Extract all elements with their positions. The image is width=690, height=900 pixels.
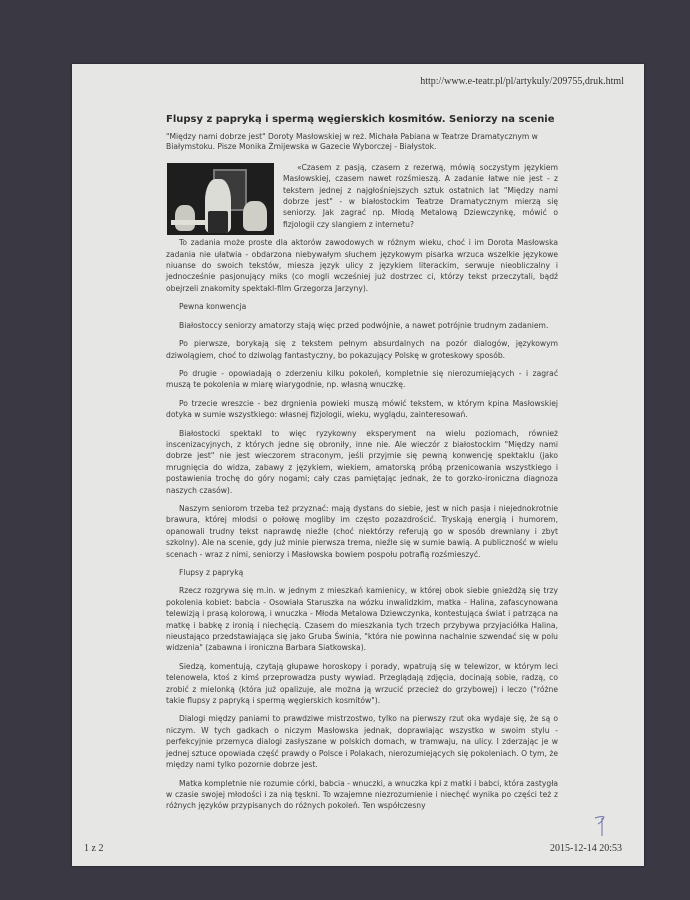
page-url: http://www.e-teatr.pl/pl/artykuly/209755,druk.html xyxy=(420,76,624,87)
paragraph: Białostocki spektakl to więc ryzykowny eksperyment na wielu poziomach, również inscenizacyjnych, z których jedne się obroniły, inne nie. Ale wieczór z białostockim "Między nami dobrze jest" nie jest wieczorem straconym, jeśli przyjmie się pewną konwencję spektaklu (jako mrugnięcia do widza, zabawy z językiem, wiekiem, amatorską próbą przenicowania wszystkiego i postawienia trochę do góry nogami; cały czas pamiętając jednak, że to gorzko-ironiczna diagnoza naszych czasów). xyxy=(166,428,558,495)
stage-photo xyxy=(167,163,274,235)
photo-figure-right xyxy=(243,201,267,231)
printed-page xyxy=(72,64,644,866)
article-lead: "Między nami dobrze jest" Doroty Masłowskiej w reż. Michała Pabiana w Teatrze Dramatycznym w Białymstoku. Pisze Monika Żmijewska w Gazecie Wyborczej - Białystok. xyxy=(166,132,538,152)
paragraph: Po trzecie wreszcie - bez drgnienia powieki muszą mówić tekstem, w którym kpina Masłowskiej dotyka w sumie wszystkiego: własnej fizjologii, wieku, wyglądu, zainteresowań. xyxy=(166,398,558,420)
paragraph-intro: «Czasem z pasją, czasem z rezerwą, mówią soczystym językiem Masłowskiej, czasem nawet rozśmieszą. A zadanie łatwe nie jest - z tekstem jednej z najgłośniejszych sztuk ostatnich lat "Między nami dobrze jest" - w białostockim Teatrze Dramatycznym mierzą się seniorzy. Jak zagrać np. Młodą Metalową Dziewczynkę, mówić o fizjologii czy slangiem z internetu? xyxy=(283,162,558,229)
paragraph: Białostoccy seniorzy amatorzy stają więc przed podwójnie, a nawet potrójnie trudnym zadaniem. xyxy=(179,320,549,330)
paragraph: Dialogi między paniami to prawdziwe mistrzostwo, tylko na pierwszy rzut oka wydaje się, że są o niczym. W tych gadkach o niczym Masłowska jednak, doprawiając wszystko w swoim stylu - perfekcyjnie przemyca dialogi zasłyszane w polskich domach, w tramwaju, na ulicy. I zderzając je w jednej sztuce opowiada część prawdy o Polsce i Polakach, nierozumiejących się pokoleniach. O tym, że między nami tylko pozornie dobrze jest. xyxy=(166,714,558,770)
paragraph: Siedzą, komentują, czytają głupawe horoskopy i porady, wpatrują się w telewizor, w którym leci telenowela, ktoś z kimś przeprowadza pusty wywiad. Przeglądają zdjęcia, docinają sobie, radzą, co zrobić z mielonką (która już opalizuje, ale można ją wrzucić przecież do grzybowej) i leczo ("różne takie flupsy z papryką i spermą węgierskich kosmitów"). xyxy=(166,661,558,706)
page-number: 1 z 2 xyxy=(84,843,104,854)
subheading-pewna-konwencja: Pewna konwencja xyxy=(179,302,247,312)
paragraph: Po pierwsze, borykają się z tekstem pełnym absurdalnych na pozór dialogów, językowym dziwolągiem, choć to dziwoląg fantastyczny, bo pokazujący Polskę w groteskowy sposób. xyxy=(166,339,558,360)
photo-figure-left xyxy=(175,205,195,231)
article xyxy=(166,113,558,819)
paragraph: To zadania może proste dla aktorów zawodowych w różnym wieku, choć i im Dorota Masłowska zadania nie ułatwia - obdarzona niebywałym słuchem językowym pisarka wrzuca wszelkie językowe niuanse do swoich tekstów, miesza język ulicy z językiem literackim, serwuje nieobliczalny i jednocześnie pasjonujący miks (co mogli wcześniej już dostrzec ci, którzy tekst przeczytali, bądź obejrzeli znakomity spektakl-film Grzegorza Jarzyny). xyxy=(166,238,558,293)
paragraph: Rzecz rozgrywa się m.in. w jednym z mieszkań kamienicy, w której obok siebie gnieżdżą się trzy pokolenia kobiet: babcia - Osowiała Staruszka na wózku inwalidzkim, matka - Halina, zafascynowana telewizją i prasą kolorową, i wnuczka - Młoda Metalowa Dziewczynka, kontestująca świat i patrząca na matkę i babkę z ironią i niechęcią. Czasem do mieszkania tych trzech przybywa przyjaciółka Halina, nieustająco przedstawiająca się jako Gruba Świnia, "która nie powinna nachalnie szwendać się w polu widzenia" (zabawna i ironiczna Barbara Siatkowska). xyxy=(166,586,558,653)
photo-table xyxy=(171,220,207,225)
paragraph: Matka kompletnie nie rozumie córki, babcia - wnuczki, a wnuczka kpi z matki i babci, która zastygła w czasie swojej młodości i za nią tęskni. To wzajemne niezrozumienie i niechęć wynika po części też z różnych języków przypisanych do różnych pokoleń. Ten współczesny xyxy=(166,778,559,811)
print-datetime: 2015-12-14 20:53 xyxy=(550,843,622,854)
handwritten-page-mark xyxy=(592,814,608,838)
paragraph: Naszym seniorom trzeba też przyznać: mają dystans do siebie, jest w nich pasja i niejednokrotnie brawura, której młodsi o połowę mogliby im często pozazdrościć. Tryskają energią i humorem, opanowali trudny tekst naprawdę nieźle (choć niektórzy referują go w sposób drewniany i zbyt szkolny). Ale na scenie, gdy już minie pierwsza trema, nieźle się w sumie bawią. A publiczność w wielu scenach - wraz z nimi, seniorzy i Masłowska bowiem pospołu potrafią rozśmieszyć. xyxy=(166,503,558,559)
photo-figure-center xyxy=(205,179,231,233)
paragraph: Po drugie - opowiadają o zderzeniu kilku pokoleń, kompletnie się nierozumiejących - i zagrać muszą te pokolenia w miarę wiarygodnie, np. własną wnuczkę. xyxy=(166,368,558,390)
article-title: Flupsy z papryką i spermą węgierskich kosmitów. Seniorzy na scenie xyxy=(166,114,555,125)
photo-figure-skirt xyxy=(208,211,228,233)
subheading-flupsy-z-papryka: Flupsy z papryką xyxy=(179,568,244,577)
